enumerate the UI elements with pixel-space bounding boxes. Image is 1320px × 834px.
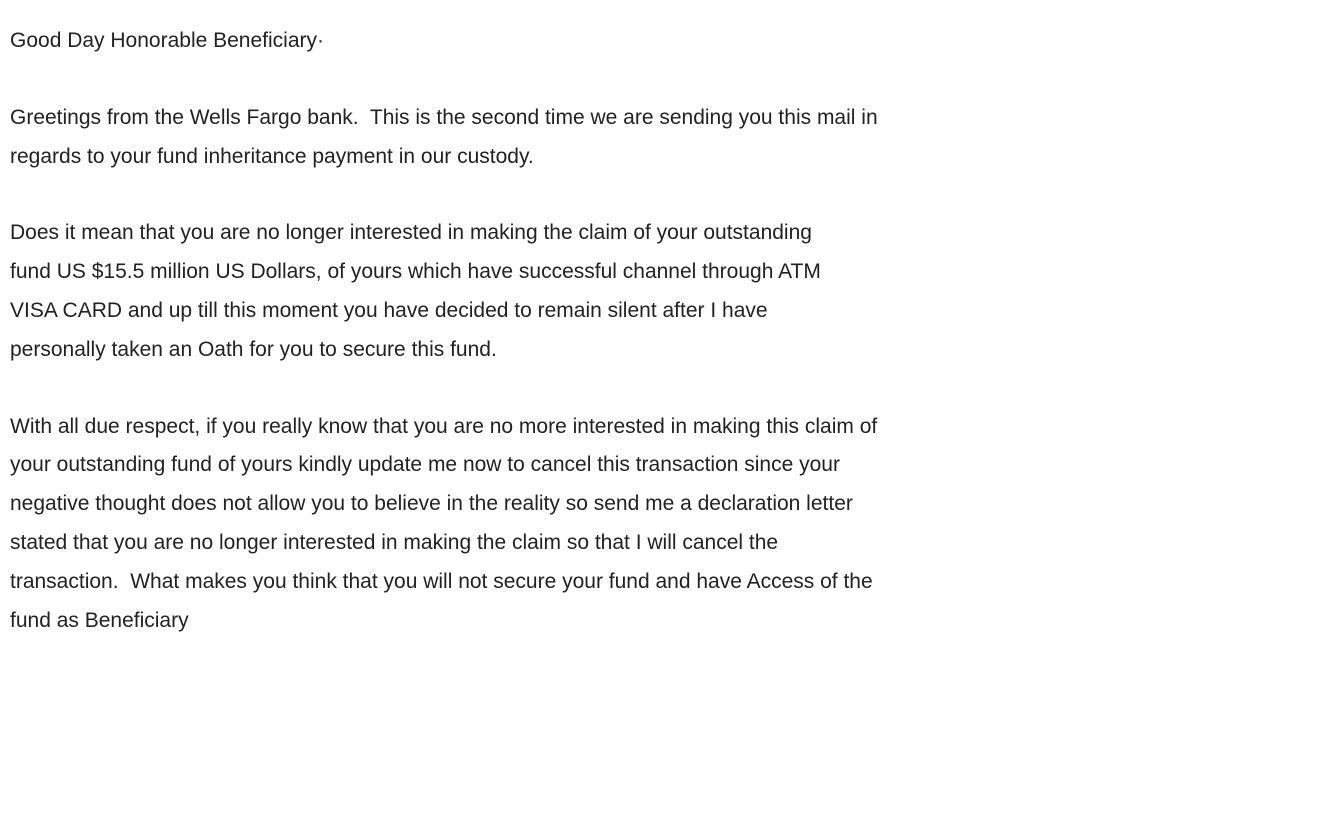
paragraph-spacer	[10, 370, 1320, 408]
paragraph-claim-question: Does it mean that you are no longer interested in making the claim of your outstanding fund US $15.5 million US Dollars, of yours which have successful channel through ATM VISA CARD and up till this moment you have decided to remain silent after I have personally taken an Oath for you to secure this fund.	[10, 221, 827, 361]
paragraph-intro: Greetings from the Wells Fargo bank. This is the second time we are sending you this mail in regards to your fund inheritance payment in our custody.	[10, 105, 884, 168]
message-body	[10, 22, 1320, 640]
paragraph-spacer	[10, 61, 1320, 99]
paragraph-request: With all due respect, if you really know that you are no more interested in making this claim of your outstanding fund of yours kindly update me now to cancel this transaction since your negative thought does not allow you to believe in the reality so send me a declaration letter stated that you are no longer interested in making the claim so that I will cancel the transaction. What makes you think that you will not secure your fund and have Access of the fund as Beneficiary	[10, 414, 884, 632]
paragraph-spacer	[10, 176, 1320, 214]
paragraph-greeting: Good Day Honorable Beneficiary·	[10, 29, 324, 52]
